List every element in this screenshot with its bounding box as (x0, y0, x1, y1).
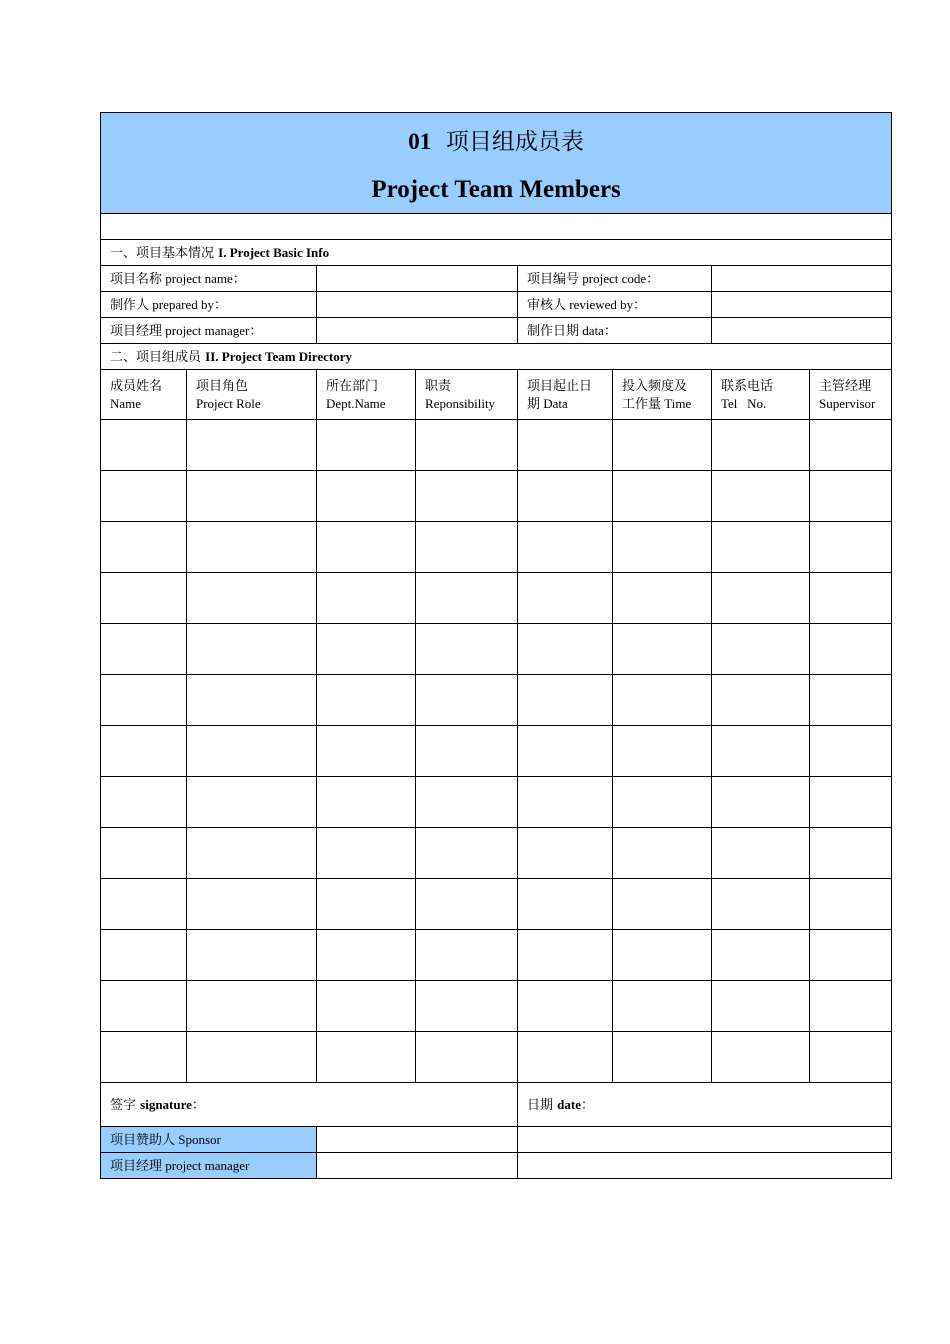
reviewed-by-field[interactable] (712, 292, 892, 318)
project-team-members-form (100, 112, 892, 1179)
table-cell[interactable] (416, 828, 518, 879)
col-header-en: Supervisor (819, 395, 876, 411)
table-cell[interactable] (810, 879, 892, 930)
table-cell[interactable] (518, 828, 613, 879)
table-cell[interactable] (518, 573, 613, 624)
table-cell[interactable] (187, 471, 317, 522)
col-header-zh: 联系电话 (721, 378, 774, 394)
table-cell[interactable] (317, 624, 416, 675)
table-cell[interactable] (810, 522, 892, 573)
table-cell[interactable] (101, 828, 187, 879)
table-cell[interactable] (712, 726, 810, 777)
signature-cell[interactable] (101, 1083, 518, 1127)
table-cell[interactable] (810, 420, 892, 471)
col-header-tel (712, 370, 810, 420)
table-row (101, 471, 892, 522)
col-header-dates (518, 370, 613, 420)
table-cell[interactable] (101, 471, 187, 522)
col-header-en: Reponsibility (425, 395, 496, 411)
project-code-label: 项目编号 project code： (518, 266, 712, 292)
table-row (101, 777, 892, 828)
table-cell[interactable] (101, 726, 187, 777)
table-cell[interactable] (518, 624, 613, 675)
table-cell[interactable] (810, 624, 892, 675)
table-row (101, 828, 892, 879)
table-cell[interactable] (101, 420, 187, 471)
table-row (101, 981, 892, 1032)
table-cell[interactable] (810, 777, 892, 828)
table-cell[interactable] (416, 981, 518, 1032)
col-header-en: Tel No. (721, 395, 767, 411)
table-cell[interactable] (613, 879, 712, 930)
manager-date-field[interactable] (518, 1153, 892, 1179)
table-cell[interactable] (187, 828, 317, 879)
manager-label: 项目经理 project manager (101, 1153, 317, 1179)
project-manager-field[interactable] (317, 318, 518, 344)
table-cell[interactable] (613, 522, 712, 573)
col-header-supervisor (810, 370, 892, 420)
table-cell[interactable] (416, 1032, 518, 1083)
table-row (101, 726, 892, 777)
col-header-zh: 成员姓名 (110, 378, 163, 394)
table-cell[interactable] (613, 777, 712, 828)
table-cell[interactable] (712, 930, 810, 981)
table-cell[interactable] (416, 675, 518, 726)
table-cell[interactable] (518, 726, 613, 777)
table-cell[interactable] (101, 930, 187, 981)
table-cell[interactable] (518, 930, 613, 981)
table-cell[interactable] (317, 879, 416, 930)
table-cell[interactable] (187, 726, 317, 777)
table-cell[interactable] (101, 624, 187, 675)
table-cell[interactable] (187, 777, 317, 828)
sign-date-colon: ： (581, 1097, 595, 1113)
table-cell[interactable] (317, 573, 416, 624)
col-header-dept (317, 370, 416, 420)
table-cell[interactable] (187, 573, 317, 624)
table-cell[interactable] (810, 471, 892, 522)
table-cell[interactable] (712, 879, 810, 930)
col-header-zh: 项目起止日 (527, 378, 593, 394)
section-team-directory-heading (101, 344, 892, 370)
table-cell[interactable] (187, 624, 317, 675)
table-cell[interactable] (518, 981, 613, 1032)
col-header-zh: 所在部门 (326, 378, 379, 394)
table-cell[interactable] (613, 471, 712, 522)
table-cell[interactable] (317, 777, 416, 828)
table-cell[interactable] (810, 573, 892, 624)
table-cell[interactable] (187, 420, 317, 471)
table-cell[interactable] (416, 777, 518, 828)
table-cell[interactable] (518, 420, 613, 471)
table-cell[interactable] (317, 726, 416, 777)
sign-date-zh: 日期 (527, 1097, 554, 1113)
table-cell[interactable] (101, 981, 187, 1032)
section2-en: II. Project Team Directory (205, 348, 352, 364)
table-cell[interactable] (712, 828, 810, 879)
table-cell[interactable] (518, 1032, 613, 1083)
table-cell[interactable] (317, 828, 416, 879)
col-header-en: 期 Data (527, 395, 568, 411)
table-cell[interactable] (810, 1032, 892, 1083)
table-cell[interactable] (613, 420, 712, 471)
table-cell[interactable] (613, 726, 712, 777)
project-manager-label: 项目经理 project manager： (101, 318, 317, 344)
title-en: Project Team Members (371, 176, 621, 203)
directory-header-row (101, 370, 892, 420)
col-header-zh: 投入频度及 (622, 378, 688, 394)
table-cell[interactable] (518, 777, 613, 828)
table-cell[interactable] (187, 522, 317, 573)
table-cell[interactable] (712, 777, 810, 828)
signature-en: signature (140, 1096, 192, 1112)
table-cell[interactable] (416, 624, 518, 675)
col-header-en: Dept.Name (326, 395, 386, 411)
manager-signature-field[interactable] (317, 1153, 518, 1179)
table-cell[interactable] (810, 930, 892, 981)
col-header-zh: 项目角色 (196, 378, 249, 394)
project-name-field[interactable] (317, 266, 518, 292)
table-cell[interactable] (712, 471, 810, 522)
col-header-role (187, 370, 317, 420)
table-row (101, 522, 892, 573)
table-cell[interactable] (518, 522, 613, 573)
table-cell[interactable] (317, 420, 416, 471)
sponsor-label: 项目赞助人 Sponsor (101, 1127, 317, 1153)
table-cell[interactable] (712, 981, 810, 1032)
table-cell[interactable] (613, 573, 712, 624)
table-cell[interactable] (810, 726, 892, 777)
table-cell[interactable] (101, 675, 187, 726)
table-cell[interactable] (187, 930, 317, 981)
table-cell[interactable] (416, 879, 518, 930)
title-zh: 项目组成员表 (445, 129, 584, 155)
table-cell[interactable] (810, 828, 892, 879)
prepared-by-field[interactable] (317, 292, 518, 318)
col-header-name (101, 370, 187, 420)
table-cell[interactable] (416, 930, 518, 981)
project-name-label: 项目名称 project name： (101, 266, 317, 292)
reviewed-by-label: 审核人 reviewed by： (518, 292, 712, 318)
table-cell[interactable] (101, 1032, 187, 1083)
table-cell[interactable] (613, 930, 712, 981)
col-header-en: Project Role (196, 395, 261, 411)
table-cell[interactable] (416, 573, 518, 624)
title-zh-line (101, 127, 891, 157)
project-code-field[interactable] (712, 266, 892, 292)
table-row (101, 879, 892, 930)
blank-row (101, 214, 892, 240)
table-cell[interactable] (712, 675, 810, 726)
title-number: 01 (408, 129, 432, 154)
table-cell[interactable] (613, 828, 712, 879)
table-row (101, 573, 892, 624)
table-cell[interactable] (317, 1032, 416, 1083)
table-cell[interactable] (101, 879, 187, 930)
table-cell[interactable] (518, 879, 613, 930)
table-cell[interactable] (317, 981, 416, 1032)
table-row (101, 930, 892, 981)
table-cell[interactable] (187, 675, 317, 726)
table-cell[interactable] (101, 573, 187, 624)
table-cell[interactable] (101, 522, 187, 573)
signature-zh: 签字 (110, 1097, 137, 1113)
section1-zh: 一、项目基本情况 (110, 245, 215, 261)
table-cell[interactable] (712, 420, 810, 471)
table-cell[interactable] (416, 420, 518, 471)
sign-date-en: date (557, 1096, 581, 1112)
table-cell[interactable] (317, 522, 416, 573)
table-cell[interactable] (712, 522, 810, 573)
table-cell[interactable] (101, 777, 187, 828)
table-row (101, 1032, 892, 1083)
table-cell[interactable] (187, 1032, 317, 1083)
table-cell[interactable] (712, 573, 810, 624)
section1-en: I. Project Basic Info (218, 244, 330, 260)
table-cell[interactable] (613, 624, 712, 675)
table-cell[interactable] (187, 879, 317, 930)
table-cell[interactable] (317, 930, 416, 981)
sponsor-date-field[interactable] (518, 1127, 892, 1153)
col-header-en: 工作量 Time (622, 395, 692, 411)
table-cell[interactable] (712, 624, 810, 675)
table-cell[interactable] (518, 675, 613, 726)
col-header-zh: 主管经理 (819, 378, 872, 394)
section2-zh: 二、项目组成员 (110, 349, 202, 365)
table-cell[interactable] (416, 471, 518, 522)
table-cell[interactable] (416, 726, 518, 777)
table-cell[interactable] (518, 471, 613, 522)
table-cell[interactable] (613, 981, 712, 1032)
date-label: 制作日期 data： (518, 318, 712, 344)
table-cell[interactable] (187, 981, 317, 1032)
section-basic-info-heading (101, 240, 892, 266)
table-cell[interactable] (317, 675, 416, 726)
table-cell[interactable] (317, 471, 416, 522)
col-header-zh: 职责 (425, 378, 452, 394)
table-cell[interactable] (416, 522, 518, 573)
table-row (101, 420, 892, 471)
col-header-time (613, 370, 712, 420)
sign-date-cell[interactable] (518, 1083, 892, 1127)
table-row (101, 624, 892, 675)
signature-colon: ： (191, 1097, 205, 1113)
sponsor-signature-field[interactable] (317, 1127, 518, 1153)
table-cell[interactable] (613, 1032, 712, 1083)
table-cell[interactable] (712, 1032, 810, 1083)
col-header-responsibility (416, 370, 518, 420)
table-cell[interactable] (810, 675, 892, 726)
table-cell[interactable] (613, 675, 712, 726)
title-banner (101, 113, 892, 214)
table-row (101, 675, 892, 726)
col-header-en: Name (110, 395, 142, 411)
prepared-by-label: 制作人 prepared by： (101, 292, 317, 318)
date-field[interactable] (712, 318, 892, 344)
table-cell[interactable] (810, 981, 892, 1032)
